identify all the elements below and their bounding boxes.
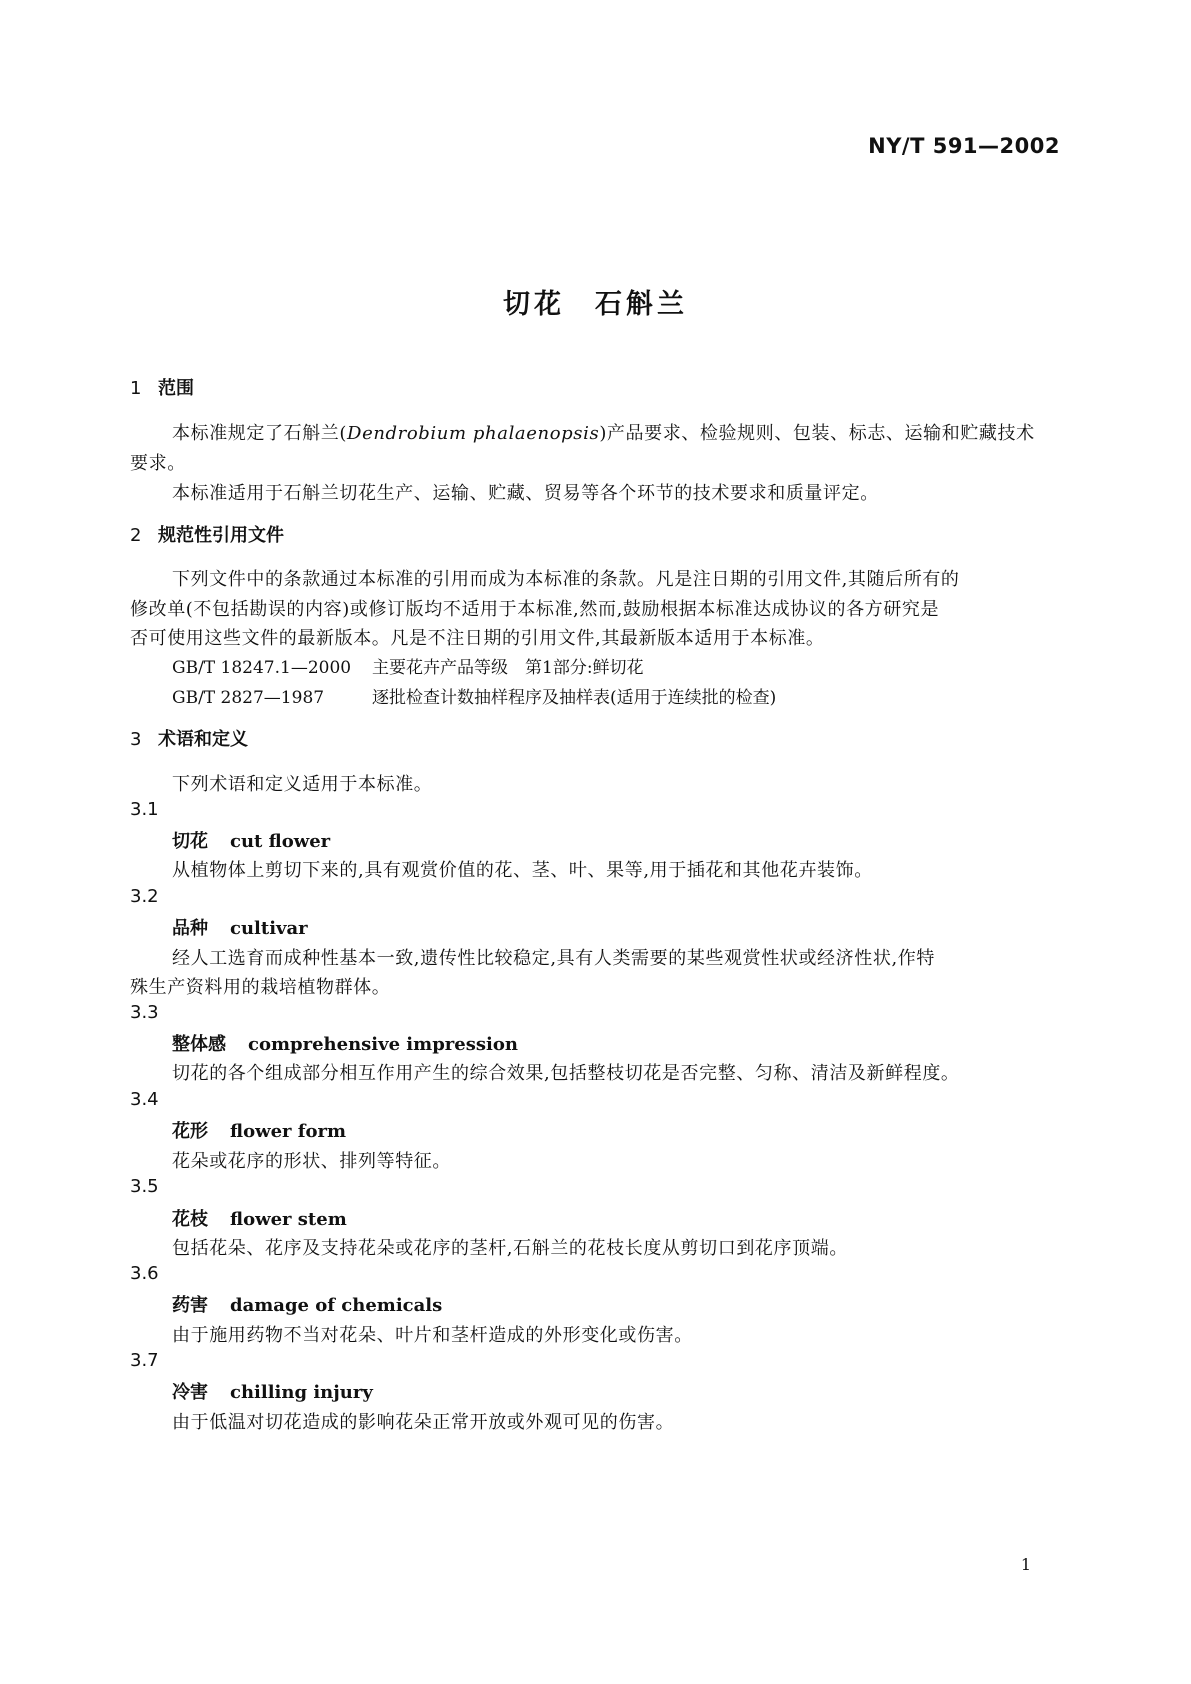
term-entry bbox=[172, 1291, 442, 1317]
term-definition: 经人工选育而成种性基本一致,遗传性比较稳定,具有人类需要的某些观赏性状或经济性状,作特 bbox=[172, 948, 935, 969]
term-en: comprehensive impression bbox=[248, 1034, 518, 1055]
term-number: 3.2 bbox=[130, 886, 159, 907]
term-definition: 由于施用药物不当对花朵、叶片和茎杆造成的外形变化或伤害。 bbox=[172, 1325, 693, 1346]
reference-item bbox=[172, 653, 644, 678]
term-en: flower stem bbox=[230, 1209, 347, 1230]
references-intro-line-2: 修改单(不包括勘误的内容)或修订版均不适用于本标准,然而,鼓励根据本标准达成协议的各方研究是 bbox=[130, 599, 940, 620]
scope-paragraph-1 bbox=[172, 419, 1035, 445]
term-number: 3.4 bbox=[130, 1089, 159, 1110]
term-entry bbox=[172, 1030, 518, 1056]
term-en: chilling injury bbox=[230, 1382, 373, 1403]
term-zh: 整体感 bbox=[172, 1034, 226, 1055]
section-number: 1 bbox=[130, 378, 142, 399]
term-number: 3.1 bbox=[130, 799, 159, 820]
scope-paragraph-1-cont: 要求。 bbox=[130, 453, 186, 474]
term-definition: 切花的各个组成部分相互作用产生的综合效果,包括整枝切花是否完整、匀称、清洁及新鲜程度。 bbox=[172, 1063, 960, 1084]
scope-text: )产品要求、检验规则、包装、标志、运输和贮藏技术 bbox=[599, 423, 1035, 444]
term-number: 3.5 bbox=[130, 1176, 159, 1197]
term-definition: 包括花朵、花序及支持花朵或花序的茎杆,石斛兰的花枝长度从剪切口到花序顶端。 bbox=[172, 1238, 848, 1259]
latin-name: Dendrobium phalaenopsis bbox=[347, 423, 600, 444]
term-en: flower form bbox=[230, 1121, 347, 1142]
term-en: cut flower bbox=[230, 831, 331, 852]
term-definition: 花朵或花序的形状、排列等特征。 bbox=[172, 1151, 451, 1172]
term-number: 3.6 bbox=[130, 1263, 159, 1284]
term-zh: 冷害 bbox=[172, 1382, 208, 1403]
section-label: 术语和定义 bbox=[158, 729, 248, 750]
section-heading-terms bbox=[130, 725, 248, 751]
term-zh: 品种 bbox=[172, 918, 208, 939]
section-number: 3 bbox=[130, 729, 142, 750]
term-zh: 药害 bbox=[172, 1295, 208, 1316]
section-heading-normative-references bbox=[130, 521, 284, 547]
document-title bbox=[0, 282, 1191, 321]
term-definition-cont: 殊生产资料用的栽培植物群体。 bbox=[130, 977, 391, 998]
term-entry bbox=[172, 1378, 373, 1404]
reference-title: 逐批检查计数抽样程序及抽样表(适用于连续批的检查) bbox=[372, 688, 777, 708]
section-number: 2 bbox=[130, 525, 142, 546]
term-definition: 从植物体上剪切下来的,具有观赏价值的花、茎、叶、果等,用于插花和其他花卉装饰。 bbox=[172, 860, 873, 881]
references-intro-line-1: 下列文件中的条款通过本标准的引用而成为本标准的条款。凡是注日期的引用文件,其随后所有的 bbox=[172, 569, 960, 590]
term-entry bbox=[172, 1117, 346, 1143]
reference-item bbox=[172, 683, 776, 708]
title-part-1: 切花 bbox=[503, 289, 565, 320]
term-en: damage of chemicals bbox=[230, 1295, 443, 1316]
reference-code: GB/T 2827—1987 bbox=[172, 688, 325, 708]
section-heading-scope bbox=[130, 374, 194, 400]
term-zh: 花枝 bbox=[172, 1209, 208, 1230]
term-number: 3.7 bbox=[130, 1350, 159, 1371]
section-label: 规范性引用文件 bbox=[158, 525, 284, 546]
term-en: cultivar bbox=[230, 918, 308, 939]
reference-title: 主要花卉产品等级 第1部分:鲜切花 bbox=[372, 658, 644, 678]
term-zh: 花形 bbox=[172, 1121, 208, 1142]
section-label: 范围 bbox=[158, 378, 194, 399]
standard-code: NY/T 591—2002 bbox=[868, 134, 1060, 158]
reference-code: GB/T 18247.1—2000 bbox=[172, 658, 352, 678]
term-definition: 由于低温对切花造成的影响花朵正常开放或外观可见的伤害。 bbox=[172, 1412, 675, 1433]
references-intro-line-3: 否可使用这些文件的最新版本。凡是不注日期的引用文件,其最新版本适用于本标准。 bbox=[130, 628, 825, 649]
scope-text: 本标准规定了石斛兰( bbox=[172, 423, 348, 444]
page-number: 1 bbox=[1020, 1555, 1031, 1574]
scope-paragraph-2: 本标准适用于石斛兰切花生产、运输、贮藏、贸易等各个环节的技术要求和质量评定。 bbox=[172, 483, 879, 504]
term-entry bbox=[172, 827, 330, 853]
term-entry bbox=[172, 914, 308, 940]
terms-intro: 下列术语和定义适用于本标准。 bbox=[172, 774, 433, 795]
term-zh: 切花 bbox=[172, 831, 208, 852]
term-number: 3.3 bbox=[130, 1002, 159, 1023]
title-part-2: 石斛兰 bbox=[595, 289, 688, 320]
term-entry bbox=[172, 1205, 347, 1231]
